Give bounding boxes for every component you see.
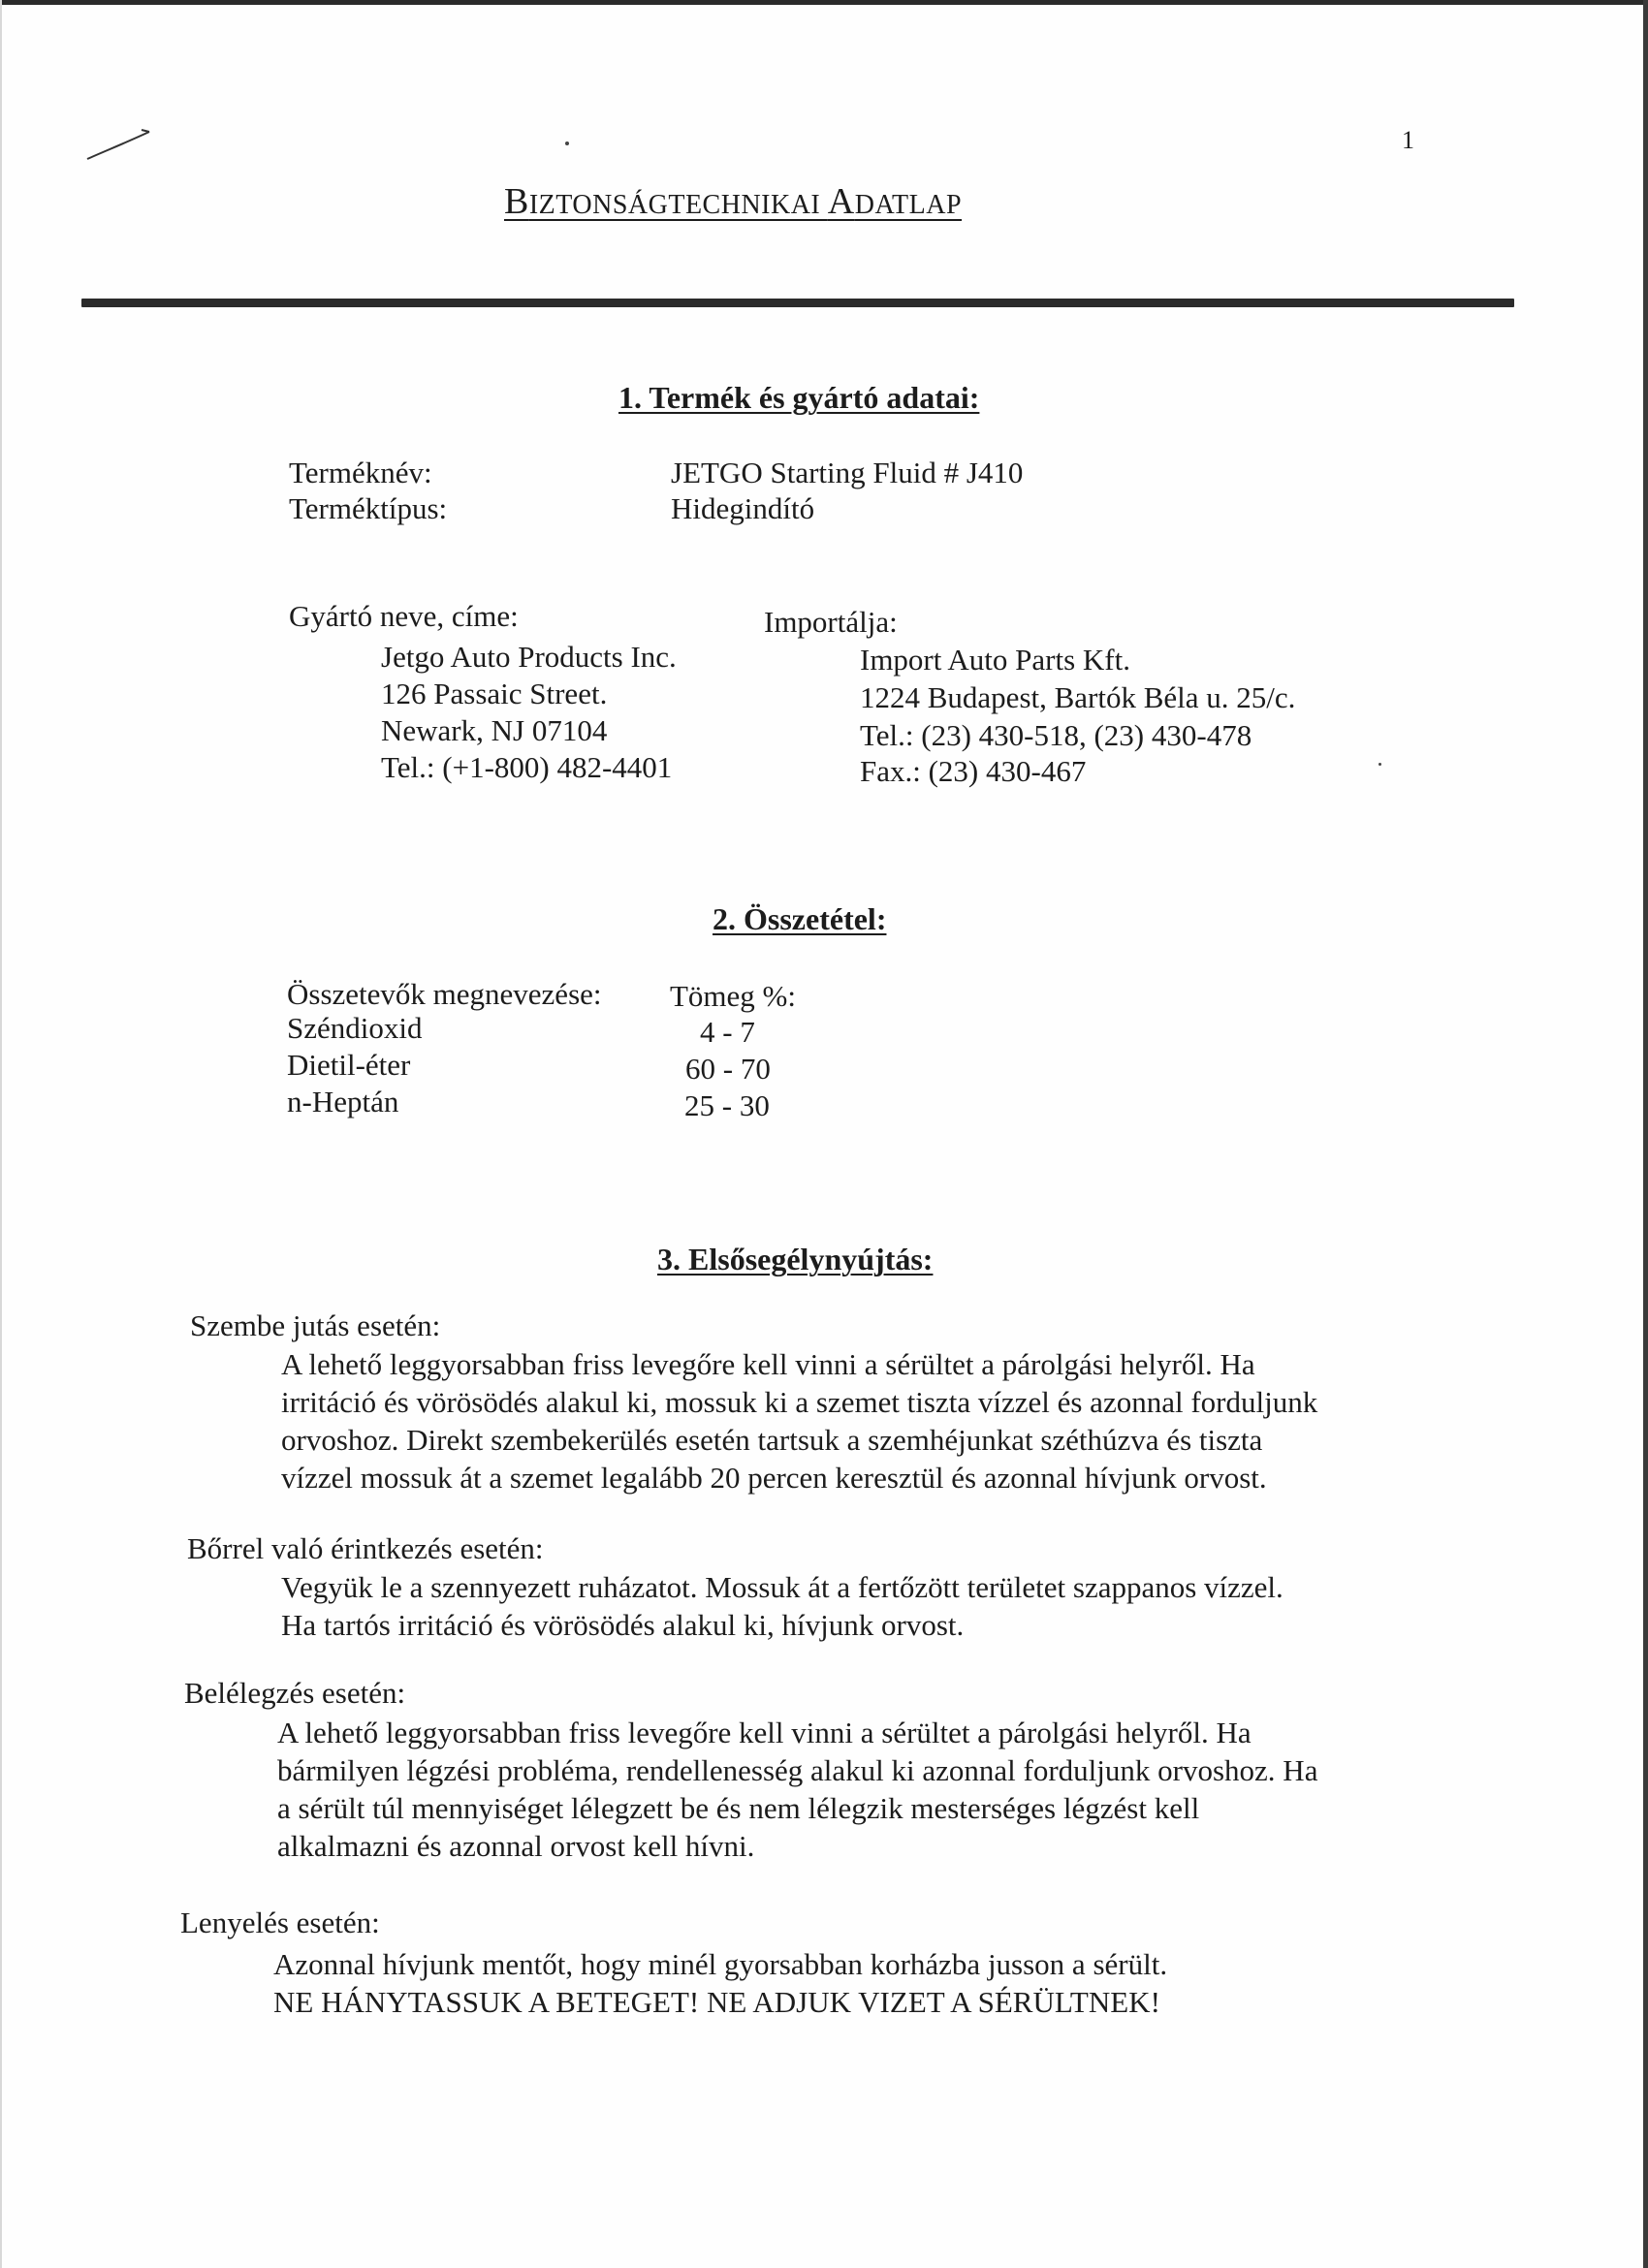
composition-row-name: n-Heptán — [287, 1085, 399, 1118]
composition-row-name: Dietil-éter — [287, 1048, 411, 1082]
importer-label: Importálja: — [764, 605, 898, 639]
first-aid-inhalation-text — [277, 1714, 1317, 1865]
product-type-value: Hidegindító — [671, 491, 815, 525]
paragraph-line: Ha tartós irritáció és vörösödés alakul ki, hívjunk orvost. — [281, 1608, 965, 1642]
product-name-value: JETGO Starting Fluid # J410 — [671, 456, 1024, 489]
first-aid-eye-text — [281, 1345, 1317, 1496]
paragraph-line: bármilyen légzési probléma, rendellenesség alakul ki azonnal forduljunk orvoshoz. Ha — [277, 1753, 1318, 1787]
paragraph-line: alkalmazni és azonnal orvost kell hívni. — [277, 1829, 755, 1863]
section-3-heading: 3. Elsősegélynyújtás: — [657, 1242, 934, 1276]
scan-speck — [565, 142, 569, 145]
page-number: 1 — [1402, 126, 1414, 154]
importer-line: Tel.: (23) 430-518, (23) 430-478 — [860, 718, 1252, 752]
product-name-label: Terméknév: — [289, 456, 432, 489]
first-aid-skin-label: Bőrrel való érintkezés esetén: — [187, 1531, 544, 1565]
section-1-heading: 1. Termék és gyártó adatai: — [618, 380, 980, 415]
composition-row-mass: 4 - 7 — [700, 1015, 755, 1049]
importer-line: Import Auto Parts Kft. — [860, 643, 1130, 677]
scan-edge-top — [0, 0, 1648, 5]
paragraph-line: Vegyük le a szennyezett ruházatot. Mossuk át a fertőzött területet szappanos vízzel. — [281, 1570, 1284, 1604]
importer-line: Fax.: (23) 430-467 — [860, 754, 1087, 788]
composition-mass-header: Tömeg %: — [670, 979, 796, 1013]
first-aid-eye-label: Szembe jutás esetén: — [190, 1308, 441, 1342]
composition-row-name: Széndioxid — [287, 1011, 423, 1045]
document-title — [504, 180, 1125, 223]
title-rest-1: IZTONSÁGTECHNIKAI — [528, 190, 828, 220]
section-2-heading: 2. Összetétel: — [713, 901, 887, 936]
first-aid-inhalation-label: Belélegzés esetén: — [184, 1676, 406, 1710]
paragraph-line: a sérült túl mennyiséget lélegzett be és nem lélegzik mesterséges légzést kell — [277, 1791, 1200, 1825]
composition-row-mass: 25 - 30 — [684, 1088, 770, 1122]
manufacturer-line: Newark, NJ 07104 — [381, 713, 608, 747]
composition-name-header: Összetevők megnevezése: — [287, 977, 602, 1011]
title-rest-2: DATLAP — [854, 190, 963, 220]
manufacturer-line: 126 Passaic Street. — [381, 677, 608, 710]
pen-mark-icon — [85, 126, 153, 165]
composition-row-mass: 60 - 70 — [685, 1052, 771, 1086]
manufacturer-line: Tel.: (+1-800) 482-4401 — [381, 750, 673, 784]
header-rule — [81, 299, 1514, 307]
paragraph-line: NE HÁNYTASSUK A BETEGET! NE ADJUK VIZET A SÉRÜLTNEK! — [273, 1985, 1160, 2019]
paragraph-line: A lehető leggyorsabban friss levegőre kell vinni a sérültet a párolgási helyről. Ha — [277, 1716, 1252, 1749]
scan-edge-left — [0, 0, 2, 2268]
first-aid-ingestion-text — [273, 1945, 1167, 2021]
manufacturer-line: Jetgo Auto Products Inc. — [381, 640, 677, 674]
scan-edge-right — [1643, 0, 1648, 2268]
importer-line: 1224 Budapest, Bartók Béla u. 25/c. — [860, 680, 1296, 714]
title-initial-a: A — [827, 181, 855, 222]
scan-speck — [1379, 763, 1381, 766]
paragraph-line: vízzel mossuk át a szemet legalább 20 percen keresztül és azonnal hívjunk orvost. — [281, 1461, 1267, 1495]
product-type-label: Terméktípus: — [289, 491, 448, 525]
paragraph-line: irritáció és vörösödés alakul ki, mossuk ki a szemet tiszta vízzel és azonnal forduljunk — [281, 1385, 1318, 1419]
first-aid-ingestion-label: Lenyelés esetén: — [180, 1906, 380, 1939]
title-initial-b: B — [504, 181, 529, 222]
paragraph-line: Azonnal hívjunk mentőt, hogy minél gyorsabban korházba jusson a sérült. — [273, 1947, 1168, 1981]
first-aid-skin-text — [281, 1568, 1284, 1644]
paragraph-line: orvoshoz. Direkt szembekerülés esetén tartsuk a szemhéjunkat széthúzva és tiszta — [281, 1423, 1263, 1457]
manufacturer-label: Gyártó neve, címe: — [289, 599, 519, 633]
paragraph-line: A lehető leggyorsabban friss levegőre kell vinni a sérültet a párolgási helyről. Ha — [281, 1347, 1255, 1381]
